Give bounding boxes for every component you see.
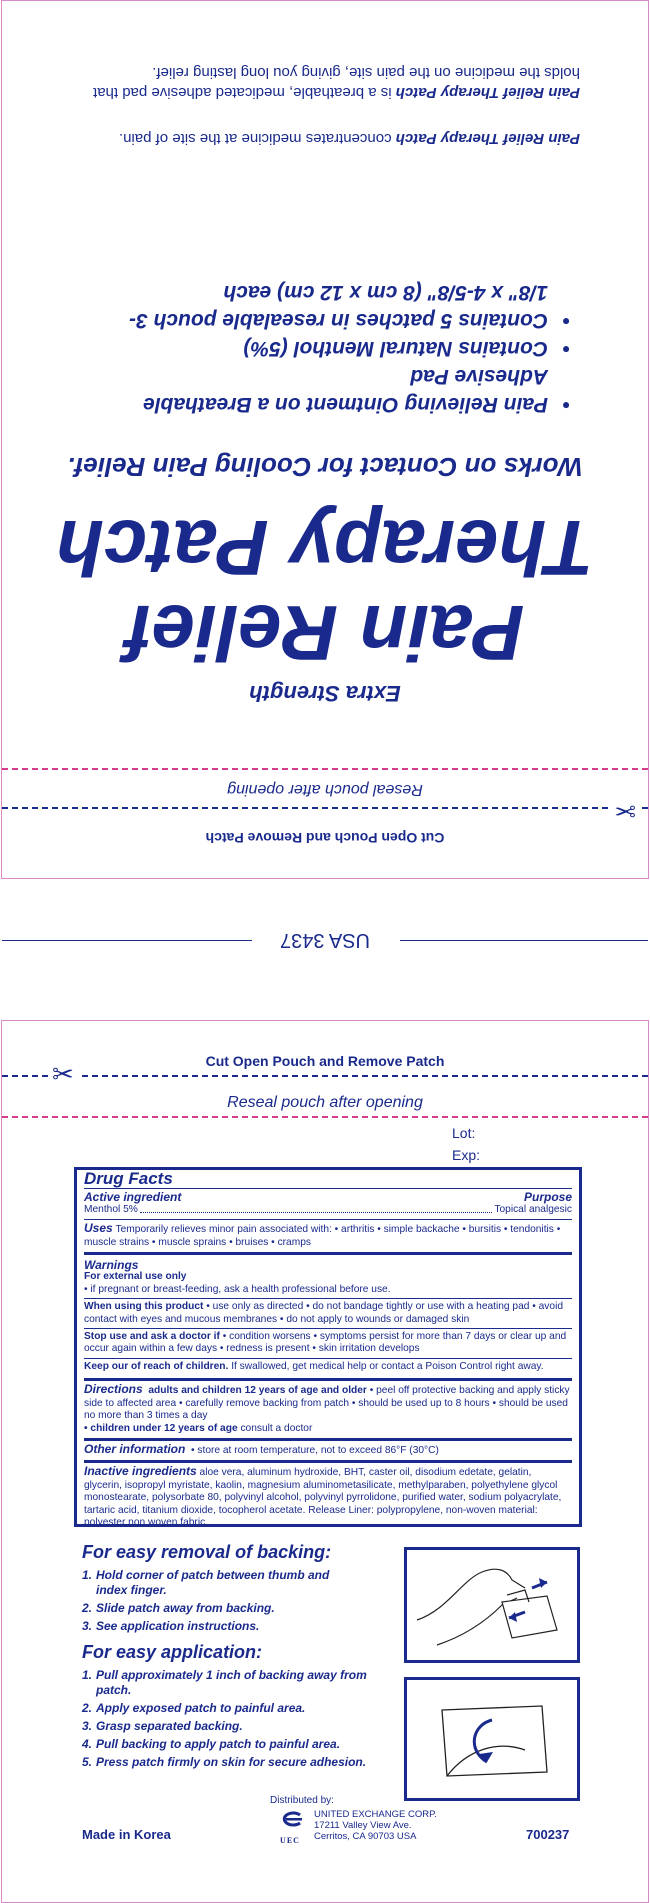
distributor-address [314, 1809, 437, 1842]
directions-section [84, 1381, 572, 1441]
active-ingredient-heading: Active ingredient [84, 1190, 182, 1205]
company-name: UNITED EXCHANGE CORP. [314, 1809, 437, 1820]
removal-step: 2. Slide patch away from backing. [82, 1601, 275, 1615]
exp-label: Exp: [452, 1147, 481, 1163]
directions-bold: adults and children 12 years of age and older [148, 1385, 367, 1397]
drug-facts-title: Drug Facts [84, 1173, 572, 1189]
removal-title: For easy removal of backing: [82, 1542, 332, 1562]
patch-curl-icon [407, 1680, 577, 1798]
when-using-heading: When using this product [84, 1301, 204, 1313]
active-ingredient-name: Menthol 5% [84, 1203, 138, 1215]
application-step: 2. Apply exposed patch to painful area. [82, 1701, 306, 1715]
feature-item: • Contains 5 patches in resealable pouch 3-1/8" x 4-5/8" (8 cm x 12 cm) each [100, 278, 570, 334]
active-ingredient-purpose: Topical analgesic [494, 1203, 572, 1215]
purpose-heading: Purpose [523, 1190, 572, 1205]
external-use-line: For external use only [84, 1271, 187, 1283]
product-title-line1: Pain Relief [125, 589, 525, 677]
keep-out-text: If swallowed, get medical help or contact a Poison Control right away. [228, 1360, 544, 1372]
lot-code-strip [0, 928, 650, 952]
application-step: 5. Press patch firmly on skin for secure adhesion. [82, 1755, 367, 1769]
uses-text: Temporarily relieves minor pain associated with: • arthritis • simple backache • bursitis • tendonitis • muscle strains • muscle sprains • bruises • cramps [84, 1224, 561, 1248]
application-step: 4. Pull backing to apply patch to painful area. [82, 1737, 341, 1751]
inactive-ingredients-heading: Inactive ingredients [84, 1464, 197, 1479]
application-illustration [404, 1677, 580, 1801]
distributed-by-label: Distributed by: [270, 1795, 334, 1806]
warnings-heading: Warnings [84, 1258, 139, 1273]
application-title: For easy application: [82, 1642, 263, 1662]
description-brand: Pain Relief Therapy Patch [395, 84, 580, 101]
stop-use-section [84, 1329, 572, 1359]
back-panel [1, 1020, 649, 1903]
scissors-icon: ✂ [610, 798, 640, 824]
directions-text: • peel off protective backing and apply sticky side to affected area • carefully remove backing from patch • should be used up to 8 hours • should be used no more than 3 times a day [84, 1385, 570, 1422]
description-2 [60, 62, 580, 102]
front-panel-rotated [2, 1, 648, 878]
uses-section [84, 1220, 572, 1255]
inactive-ingredients-text: aloe vera, aluminum hydroxide, BHT, caster oil, disodium edetate, gelatin, glycerin, isopropyl myristate, kaolin, magnesium aluminometasilicate, methylparaben, polyethylene glycol monostearate, polysorbate 80, polyvinyl alcohol, polyvinyl pyrrolidone, purified water, sodium polyacrylate, tartaric acid, titanium dioxide, tocopherol acetate. Release Liner: polypropylene, non-woven material: polyester non woven fabric. [84, 1467, 562, 1528]
cut-line [2, 1075, 648, 1077]
company-logo: UEC [270, 1811, 310, 1845]
feature-list [100, 278, 570, 418]
when-using-section [84, 1299, 572, 1329]
leader-dots [140, 1204, 493, 1213]
drug-facts-box [74, 1167, 582, 1527]
feature-item: • Pain Relieving Ointment on a Breathable Adhesive Pad [100, 362, 570, 418]
removal-step: 1. Hold corner of patch between thumb and index finger. [82, 1568, 330, 1597]
reseal-line [2, 1116, 648, 1118]
feature-item: • Contains Natural Menthol (5%) [100, 334, 570, 362]
divider-line [400, 940, 648, 941]
address-line1: 17211 Valley View Ave. [314, 1820, 412, 1831]
reseal-label: Reseal pouch after opening [227, 1094, 423, 1111]
removal-step: 3. See application instructions. [82, 1619, 260, 1633]
extra-strength-label: Extra Strength [249, 681, 401, 706]
front-panel [1, 0, 649, 879]
made-in-label: Made in Korea [82, 1827, 171, 1842]
pregnant-warning: • if pregnant or breast-feeding, ask a health professional before use. [84, 1283, 391, 1295]
other-info-heading: Other information [84, 1441, 186, 1456]
warnings-section [84, 1255, 572, 1381]
stop-use-text: • condition worsens • symptoms persist for more than 7 days or clear up and occur again within a few days • redness is present • skin irritation develops [84, 1331, 567, 1355]
reseal-label: Reseal pouch after opening [227, 781, 423, 798]
application-step: 3. Grasp separated backing. [82, 1719, 243, 1733]
stop-use-heading: Stop use and ask a doctor if [84, 1331, 220, 1343]
address-line2: Cerritos, CA 90703 USA [314, 1831, 417, 1842]
keep-out-section [84, 1359, 572, 1375]
warnings-general [84, 1257, 572, 1299]
other-info-text: • store at room temperature, not to exceed 86°F (30°C) [191, 1444, 439, 1456]
cut-line [2, 807, 648, 809]
reseal-line [2, 768, 648, 770]
keep-out-heading: Keep our of reach of children. [84, 1360, 229, 1372]
item-code: 700237 [526, 1827, 570, 1842]
active-ingredient-section [84, 1189, 572, 1220]
description-text: concentrates medicine at the site of pain. [118, 130, 396, 147]
description-brand: Pain Relief Therapy Patch [395, 130, 580, 147]
product-title-line2: Therapy Patch [56, 504, 594, 592]
removal-illustration [404, 1547, 580, 1663]
when-using-text: • use only as directed • do not bandage tightly or use with a heating pad • avoid contact with eyes and mucous membranes • do not apply to wounds or damaged skin [84, 1301, 563, 1325]
works-on-contact-tagline: Works on Contact for Cooling Pain Relief. [67, 452, 583, 482]
uses-heading: Uses [84, 1221, 113, 1236]
application-steps [82, 1668, 372, 1773]
directions-heading: Directions [84, 1382, 143, 1397]
scissors-icon: ✂ [48, 1061, 78, 1087]
uec-logo-icon [272, 1811, 308, 1831]
description-1 [60, 128, 580, 148]
cut-open-label: Cut Open Pouch and Remove Patch [205, 830, 445, 846]
hand-peel-icon [407, 1550, 577, 1660]
directions-child-text: consult a doctor [237, 1422, 313, 1434]
directions-child-bold: • children under 12 years of age [84, 1422, 238, 1434]
lot-label: Lot: [452, 1125, 476, 1141]
application-step: 1. Pull approximately 1 inch of backing away from patch. [82, 1668, 367, 1697]
lot-code: USA 3437 [279, 929, 371, 951]
removal-steps [82, 1568, 342, 1637]
description-text: is a breathable, medicated adhesive pad that holds the medicine on the pain site, giving you long lasting relief. [93, 64, 580, 101]
other-info-section [84, 1441, 572, 1463]
cut-open-label: Cut Open Pouch and Remove Patch [205, 1053, 445, 1069]
inactive-ingredients-section [84, 1463, 572, 1531]
